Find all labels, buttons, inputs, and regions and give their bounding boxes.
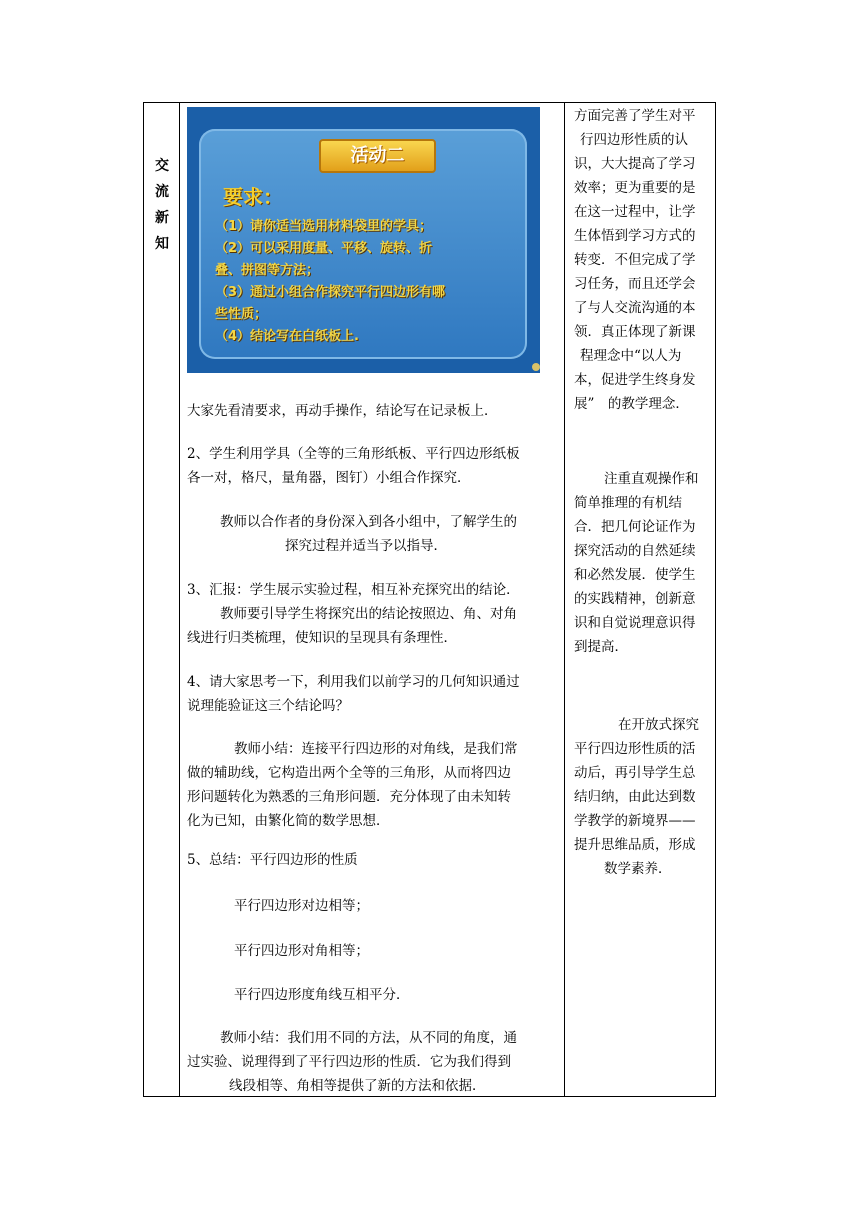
note-line: 提升思维品质，形成 (574, 837, 696, 853)
note-line: 习任务，而且还学会 (574, 276, 696, 292)
note-line: 识，大大提高了学习 (574, 156, 696, 172)
note-line: 程理念中“以人为 (580, 348, 682, 364)
note-line: 学教学的新境界—— (574, 813, 696, 829)
paragraph: 形问题转化为熟悉的三角形问题．充分体现了由未知转 (187, 789, 511, 805)
note-line: 动后，再引导学生总 (574, 765, 696, 781)
stage-char: 流 (155, 184, 169, 200)
paragraph: 平行四边形度角线互相平分． (234, 987, 410, 1003)
paragraph: 化为已知，由繁化简的数学思想． (187, 813, 390, 829)
note-line: 结归纳，由此达到数 (574, 789, 696, 805)
slide-line: （2）可以采用度量、平移、旋转、折 (215, 241, 433, 256)
note-line: 平行四边形性质的活 (574, 741, 696, 757)
paragraph: 做的辅助线，它构造出两个全等的三角形，从而将四边 (187, 765, 511, 781)
paragraph: 探究过程并适当予以指导． (285, 538, 447, 554)
paragraph: 4、请大家思考一下，利用我们以前学习的几何知识通过 (187, 674, 520, 690)
activity-slide-image (187, 107, 540, 373)
note-line: 在这一过程中，让学 (574, 204, 696, 220)
note-line: 简单推理的有机结 (574, 495, 682, 511)
column-divider (564, 103, 565, 1096)
note-line: 展” 的教学理念． (574, 396, 689, 412)
note-line: 的实践精神，创新意 (574, 591, 696, 607)
paragraph: 2、学生利用学具（全等的三角形纸板、平行四边形纸板 (187, 446, 520, 462)
note-line: 注重直观操作和 (604, 471, 699, 487)
slide-panel (199, 129, 527, 359)
note-line: 探究活动的自然延续 (574, 543, 696, 559)
slide-line: （1）请你适当选用材料袋里的学具； (215, 219, 433, 234)
note-line: 转变．不但完成了学 (574, 252, 696, 268)
stage-char: 新 (155, 210, 169, 226)
paragraph: 5、总结：平行四边形的性质 (187, 852, 358, 868)
paragraph: 各一对，格尺，量角器，图钉）小组合作探究． (187, 470, 471, 486)
slide-corner-dot (532, 363, 540, 371)
paragraph: 教师小结：我们用不同的方法，从不同的角度，通 (220, 1030, 517, 1046)
paragraph: 过实验、说理得到了平行四边形的性质．它为我们得到 (187, 1054, 511, 1070)
paragraph: 线进行归类梳理，使知识的呈现具有条理性． (187, 630, 457, 646)
slide-line: （4）结论写在白纸板上. (215, 329, 359, 344)
note-line: 本，促进学生终身发 (574, 372, 696, 388)
slide-line: 些性质； (215, 307, 268, 322)
note-line: 和必然发展．使学生 (574, 567, 696, 583)
slide-title: 要求： (223, 185, 283, 209)
lesson-table (143, 102, 716, 1097)
note-line: 生体悟到学习方式的 (574, 228, 696, 244)
paragraph: 教师小结：连接平行四边形的对角线，是我们常 (234, 741, 518, 757)
note-line: 到提高． (574, 639, 628, 655)
note-line: 数学素养． (604, 861, 672, 877)
stage-label (144, 153, 180, 257)
note-line: 方面完善了学生对平 (574, 108, 696, 124)
note-line: 领．真正体现了新课 (574, 324, 696, 340)
paragraph: 3、汇报：学生展示实验过程，相互补充探究出的结论． (187, 582, 520, 598)
paragraph: 教师要引导学生将探究出的结论按照边、角、对角 (220, 606, 517, 622)
note-line: 在开放式探究 (618, 717, 699, 733)
slide-line: （3）通过小组合作探究平行四边形有哪 (215, 285, 446, 300)
note-line: 了与人交流沟通的本 (574, 300, 696, 316)
slide-line: 叠、拼图等方法； (215, 263, 320, 278)
paragraph: 说理能验证这三个结论吗？ (187, 698, 349, 714)
stage-char: 知 (155, 236, 169, 252)
note-line: 识和自觉说理意识得 (574, 615, 696, 631)
paragraph: 大家先看清要求，再动手操作，结论写在记录板上． (187, 403, 498, 419)
paragraph: 教师以合作者的身份深入到各小组中，了解学生的 (220, 514, 517, 530)
activity-badge: 活动二 (319, 139, 436, 173)
paragraph: 平行四边形对边相等； (234, 898, 369, 914)
paragraph: 平行四边形对角相等； (234, 943, 369, 959)
paragraph: 线段相等、角相等提供了新的方法和依据． (229, 1078, 486, 1094)
note-line: 行四边形性质的认 (580, 132, 688, 148)
stage-char: 交 (155, 158, 169, 174)
note-line: 效率；更为重要的是 (574, 180, 696, 196)
note-line: 合．把几何论证作为 (574, 519, 696, 535)
